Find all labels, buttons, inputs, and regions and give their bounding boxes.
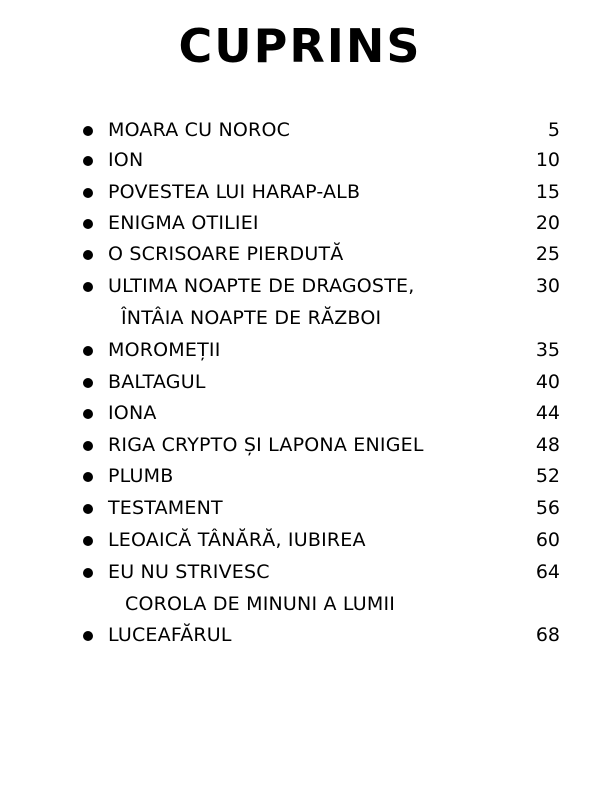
bullet-icon <box>83 409 93 419</box>
toc-entry <box>0 524 600 556</box>
toc-entry-title: PLUMB <box>108 465 174 487</box>
toc-entry <box>0 556 600 588</box>
page-title: CUPRINS <box>178 19 422 73</box>
toc-entry-page: 35 <box>535 339 560 361</box>
bullet-icon <box>83 346 93 356</box>
toc-entry-page: 10 <box>535 149 560 171</box>
toc-entry-title: EU NU STRIVESC <box>108 561 270 583</box>
toc-entry-title: O SCRISOARE PIERDUTĂ <box>108 243 344 265</box>
toc-entry-continuation <box>0 302 600 334</box>
toc-entry-title-line2: COROLA DE MINUNI A LUMII <box>125 593 396 615</box>
bullet-icon <box>83 188 93 198</box>
bullet-icon <box>83 441 93 451</box>
toc-entry-page: 56 <box>535 497 560 519</box>
toc-entry-title: LUCEAFĂRUL <box>108 624 232 646</box>
toc-entry-title: MOROMEȚII <box>108 339 221 361</box>
toc-entry <box>0 429 600 461</box>
toc-entry <box>0 460 600 492</box>
toc-entry <box>0 492 600 524</box>
toc-entry-title: ULTIMA NOAPTE DE DRAGOSTE, <box>108 275 415 297</box>
toc-entry <box>0 397 600 429</box>
toc-entry <box>0 238 600 270</box>
toc-entry-title: TESTAMENT <box>108 497 223 519</box>
toc-entry-page: 5 <box>547 119 560 141</box>
toc-entry-continuation <box>0 588 600 620</box>
toc-entry <box>0 176 600 208</box>
toc-entry-title: RIGA CRYPTO ȘI LAPONA ENIGEL <box>108 434 424 456</box>
toc-entry <box>0 144 600 176</box>
toc-entry-title: LEOAICĂ TÂNĂRĂ, IUBIREA <box>108 529 366 551</box>
bullet-icon <box>83 536 93 546</box>
toc-entry-title: ION <box>108 149 144 171</box>
bullet-icon <box>83 219 93 229</box>
toc-entry-title: MOARA CU NOROC <box>108 119 291 141</box>
toc-entry <box>0 207 600 239</box>
bullet-icon <box>83 126 93 136</box>
toc-entry <box>0 334 600 366</box>
toc-entry-page: 15 <box>535 181 560 203</box>
toc-entry-title: IONA <box>108 402 157 424</box>
toc-entry-page: 68 <box>535 624 560 646</box>
bullet-icon <box>83 631 93 641</box>
toc-entry-title: POVESTEA LUI HARAP-ALB <box>108 181 361 203</box>
toc-entry-page: 64 <box>535 561 560 583</box>
bullet-icon <box>83 504 93 514</box>
toc-entry-page: 60 <box>535 529 560 551</box>
toc-entry-page: 48 <box>535 434 560 456</box>
bullet-icon <box>83 282 93 292</box>
toc-entry <box>0 114 600 146</box>
toc-entry-page: 52 <box>535 465 560 487</box>
bullet-icon <box>83 472 93 482</box>
bullet-icon <box>83 156 93 166</box>
toc-entry-page: 20 <box>535 212 560 234</box>
bullet-icon <box>83 568 93 578</box>
toc-entry <box>0 366 600 398</box>
toc-entry-page: 30 <box>535 275 560 297</box>
toc-entry <box>0 619 600 651</box>
toc-entry-page: 44 <box>535 402 560 424</box>
toc-entry-page: 40 <box>535 371 560 393</box>
bullet-icon <box>83 378 93 388</box>
toc-entry-page: 25 <box>535 243 560 265</box>
toc-entry-title: BALTAGUL <box>108 371 206 393</box>
toc-entry <box>0 270 600 302</box>
toc-entry-title-line2: ÎNTÂIA NOAPTE DE RĂZBOI <box>121 307 382 329</box>
bullet-icon <box>83 250 93 260</box>
toc-entry-title: ENIGMA OTILIEI <box>108 212 259 234</box>
